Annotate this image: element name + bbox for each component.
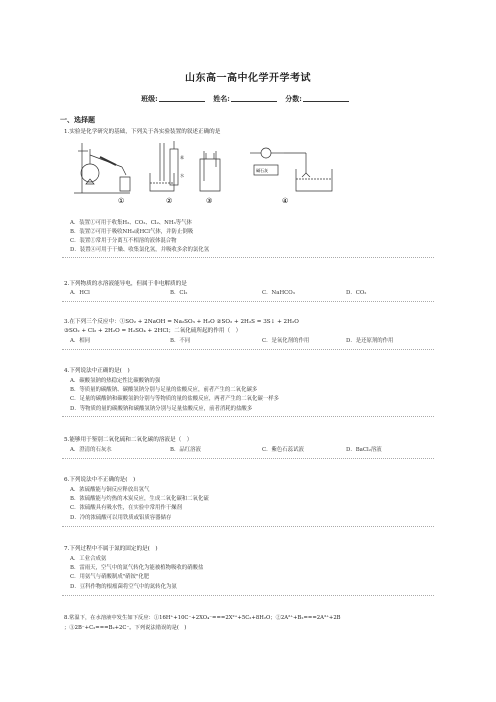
figure-label-2: ② bbox=[166, 197, 173, 205]
q2-option-a: A．HCl bbox=[70, 290, 90, 296]
divider bbox=[62, 416, 434, 417]
score-blank bbox=[303, 101, 349, 102]
q5-option-d: D．BaCl₂溶液 bbox=[346, 447, 382, 453]
page-title: 山东高一高中化学开学考试 bbox=[185, 73, 311, 84]
divider bbox=[62, 257, 434, 258]
section-heading: 一、选择题 bbox=[60, 115, 95, 124]
class-label: 班级: bbox=[141, 94, 158, 103]
question-4-stem: 4.下列说法中正确的是( ) bbox=[64, 368, 130, 374]
q4-option-a: A．碳酸氢钠的热稳定性比碳酸钠的强 bbox=[70, 378, 161, 384]
divider bbox=[62, 349, 434, 350]
apparatus-figure bbox=[70, 137, 350, 205]
question-8-stem: 8.常温下，在水溶液中发生如下反应：①16H⁺+10C⁻+2XO₄⁻===2X²⁺+5C₂+8H₂O；②2A²⁺+B₂===2A³⁺+2B bbox=[64, 615, 341, 621]
class-blank bbox=[159, 101, 205, 102]
figure-label-3: ③ bbox=[206, 197, 213, 205]
q7-option-a: A．工业合成氨 bbox=[70, 556, 107, 562]
q5-option-c: C．紫色石蕊试液 bbox=[262, 447, 304, 453]
q3-option-a: A．相同 bbox=[70, 338, 91, 344]
q7-option-c: C．用氨气与硝酸制成"硝铵"化肥 bbox=[70, 574, 150, 580]
divider bbox=[62, 458, 434, 459]
question-6-stem: 6.下列说法中不正确的是( ) bbox=[64, 477, 136, 483]
question-5-stem: 5.能够用于鉴别二氧化硫和二氧化碳的溶液是（ ） bbox=[64, 437, 193, 443]
q6-option-b: B．浓硫酸能与灼热的木炭反应，生成二氧化碳和二氧化硫 bbox=[70, 496, 209, 502]
figure-label-1: ① bbox=[118, 197, 125, 205]
question-2-stem: 2.下列物质的水溶液能导电，但属于非电解质的是 bbox=[64, 281, 187, 287]
q3-option-d: D．是还原剂的作用 bbox=[346, 338, 394, 344]
q1-option-d: D．装置④可用于干燥、收集氯化氢，并吸收多余的氯化氢 bbox=[70, 247, 210, 253]
q6-option-a: A．浓硫酸能与铜反应释放出氢气 bbox=[70, 487, 150, 493]
q2-option-b: B．Cl₂ bbox=[170, 290, 188, 296]
q4-option-c: C．足量的碳酸钠和碳酸氢钠分别与等物质的量的盐酸反应，两者产生的二氧化碳一样多 bbox=[70, 396, 279, 402]
q7-option-d: D．豆科作物的根瘤菌将空气中的氮转化为氨 bbox=[70, 584, 177, 590]
q4-option-d: D．等物质的量的碳酸钠和碳酸氢钠分别与足量盐酸反应，前者消耗的盐酸多 bbox=[70, 406, 253, 412]
score-label: 分数: bbox=[285, 94, 302, 103]
q4-option-b: B．等质量的碳酸钠、碳酸氢钠分别与足量的盐酸反应，前者产生的二氧化碳多 bbox=[70, 387, 258, 393]
figure-label-4: ④ bbox=[282, 197, 289, 205]
question-3-stem: 3.在下列三个反应中：①SO₂ + 2NaOH = Na₂SO₃ + H₂O ②SO₂ + 2H₂S = 3S↓ + 2H₂O bbox=[64, 319, 299, 325]
student-info-line bbox=[0, 94, 496, 104]
q7-option-b: B．雷雨天，空气中的氮气转化为能被植物吸收的硝酸盐 bbox=[70, 565, 204, 571]
name-label: 姓名: bbox=[213, 94, 230, 103]
water-label: 水 bbox=[180, 173, 184, 178]
divider bbox=[62, 595, 434, 596]
q6-option-d: D．冷的浓硫酸可以用铁质或铝质容器储存 bbox=[70, 515, 172, 521]
q3-option-b: B．不同 bbox=[170, 338, 191, 344]
q2-option-d: D．CO₂ bbox=[346, 290, 367, 296]
question-3-stem-2: ③SO₂ + Cl₂ + 2H₂O = H₂SO₄ + 2HCl；二氧化硫所起的作用（ ） bbox=[64, 328, 242, 334]
name-blank bbox=[231, 101, 277, 102]
soda-lime-label: 碱石灰 bbox=[256, 168, 268, 173]
question-7-stem: 7.下列过程中不属于氮的固定的是( ) bbox=[64, 546, 158, 552]
question-8-stem-2: ；③2B⁻+C₂===B₂+2C⁻。下列说法错误的是( ) bbox=[64, 625, 187, 631]
question-1-stem: 1.实验是化学研究的基础，下列关于各实验装置的叙述正确的是 bbox=[64, 129, 221, 135]
q1-option-a: A．装置①可用于收集H₂、CO₂、Cl₂、NH₃等气体 bbox=[70, 220, 192, 226]
divider bbox=[62, 526, 434, 527]
q6-option-c: C．浓硫酸具有吸水性，在实验中常用作干燥剂 bbox=[70, 505, 182, 511]
q1-option-c: C．装置①常用于分离互不相溶的液体混合物 bbox=[70, 238, 177, 244]
benzene-label: 苯 bbox=[180, 155, 184, 160]
q1-option-b: B．装置②可用于吸收NH₃或HCl气体，并防止倒吸 bbox=[70, 229, 194, 235]
q3-option-c: C．是氧化剂的作用 bbox=[262, 338, 310, 344]
divider bbox=[62, 301, 434, 302]
q2-option-c: C．NaHCO₃ bbox=[262, 290, 295, 296]
q5-option-b: B．品红溶液 bbox=[170, 447, 201, 453]
q5-option-a: A．澄清的石灰水 bbox=[70, 447, 112, 453]
